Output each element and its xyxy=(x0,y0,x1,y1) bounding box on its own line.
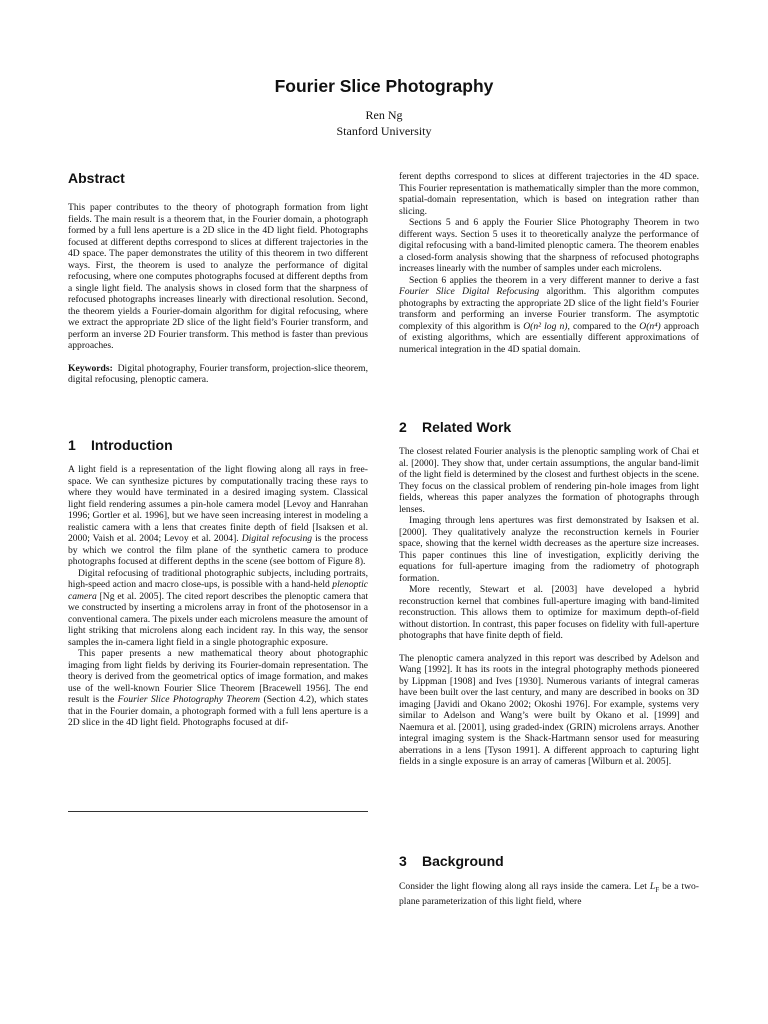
section-number: 2 xyxy=(399,419,407,435)
related-paragraph-4: The plenoptic camera analyzed in this report was described by Adelson and Wang [1992]. It has its roots in the integral photography methods pioneered by Lippman [1908] and Ives [1930]. Numerous variants of integral cameras have been built over the last century, and many are described in books on 3D imaging [Javidi and Okano 2002; Okoshi 1976]. For example, systems very similar to Adelson and Wang’s were built by Okano et al. [1999] and Naemura et al. [2001], using graded-index (GRIN) microlens arrays. Another integral imaging system is the Shack-Hartmann sensor used for measuring aberrations in a lens [Tyson 1991]. A different approach to capturing light fields in a single exposure is an array of cameras [Wilburn et al. 2005]. xyxy=(399,652,699,767)
section-heading-introduction xyxy=(68,437,173,453)
section-heading-background xyxy=(399,853,504,869)
intro-continued-paragraph: ferent depths correspond to slices at different trajectories in the 4D space. This Fourier representation is mathematically simpler than the more common, spatial-domain representation, which is based on integration rather than slicing. xyxy=(399,171,699,217)
intro-paragraph-1: A light field is a representation of the light flowing along all rays in free-space. We can synthesize pictures by computationally tracing these rays to where they would have terminated in a desired imaging system. Classical light field rendering assumes a pin-hole camera model [Levoy and Hanrahan 1996; Gortler et al. 1996], but we have seen increasing interest in modeling a realistic camera with a lens that creates finite depth of field [Isaksen et al. 2000; Vaish et al. 2004; Levoy et al. 2004]. Digital refocusing is the process by which we control the film plane of the synthetic camera to produce photographs focused at different depths in the scene (see bottom of Figure 8). xyxy=(68,464,368,567)
abstract-text: This paper contributes to the theory of photograph formation from light fields. The main result is a theorem that, in the Fourier domain, a photograph formed by a full lens aperture is a 2D slice in the 4D light field. Photographs focused at different depths correspond to slices at different trajectories in the 4D space. The paper demonstrates the utility of this theorem in two different ways. First, the theorem is used to analyze the performance of digital refocusing, where one computes photographs focused at different depths from a single light field. The analysis shows in closed form that the sharpness of refocused photographs increases linearly with directional resolution. Second, the theorem yields a Fourier-domain algorithm for digital refocusing, where we extract the appropriate 2D slice of the light field’s Fourier transform, and perform an inverse 2D Fourier transform. This method is faster than previous approaches. xyxy=(68,202,368,351)
math-subscript: F xyxy=(655,885,660,894)
related-paragraph-1: The closest related Fourier analysis is the plenoptic sampling work of Chai et al. [2000]. They show that, under certain assumptions, the angular band-limit of the light field is determined by the closest and furthest objects in the scene. They focus on the classical problem of rendering pin-hole images from light fields, whereas this paper analyzes the formation of photographs through lenses. xyxy=(399,446,699,515)
keywords-paragraph xyxy=(68,363,368,386)
keywords-text: Digital photography, Fourier transform, projection-slice theorem, digital refocusing, plenoptic camera. xyxy=(68,362,368,385)
right-column-top xyxy=(399,171,699,355)
intro-paragraph-2: Digital refocusing of traditional photographic subjects, including portraits, high-speed action and macro close-ups, is possible with a hand-held plenoptic camera [Ng et al. 2005]. The cited report describes the plenoptic camera that we constructed by inserting a microlens array in front of the photosensor in a conventional camera. The pixels under each microlens measure the amount of light striking that microlens along each incident ray. In this way, the sensor samples the in-camera light field in a single photographic exposure. xyxy=(68,567,368,648)
right-column-background xyxy=(399,881,699,908)
math-symbol: L xyxy=(649,881,656,892)
emphasis: Digital refocusing xyxy=(241,533,313,544)
paper-title: Fourier Slice Photography xyxy=(274,76,494,96)
related-paragraph-2: Imaging through lens apertures was first demonstrated by Isaksen et al. [2000]. They qualitatively analyze the reconstruction kernels in Fourier space, showing that the kernel width decreases as the aperture size increases. This paper continues this line of investigation, explicitly deriving the equations for full-aperture imaging from the radiometry of photograph formation. xyxy=(399,515,699,584)
section-heading-related-work xyxy=(399,419,511,435)
section-number: 3 xyxy=(399,853,407,869)
abstract-heading: Abstract xyxy=(68,170,125,186)
footnote-rule xyxy=(68,811,368,812)
section-title: Introduction xyxy=(91,437,173,453)
keywords-label: Keywords: xyxy=(68,362,113,374)
author-name: Ren Ng xyxy=(365,108,403,122)
math-complexity-new: O(n² log n) xyxy=(523,320,568,332)
author-affiliation: Stanford University xyxy=(336,124,432,138)
intro-paragraph-4: Sections 5 and 6 apply the Fourier Slice Photography Theorem in two different ways. Section 5 uses it to theoretically analyze the performance of digital refocusing with a band-limited plenoptic camera. The theorem enables a closed-form analysis showing that the sharpness of refocused photographs increases linearly with the number of samples under each microlens. xyxy=(399,217,699,274)
left-column-top xyxy=(68,170,368,386)
section-number: 1 xyxy=(68,437,76,453)
math-complexity-old: O(n⁴) xyxy=(639,320,661,332)
section-title: Background xyxy=(422,853,504,869)
emphasis: plenoptic camera xyxy=(68,579,368,602)
right-column-related xyxy=(399,446,699,768)
emphasis: Fourier Slice Digital Refocusing xyxy=(399,286,540,297)
background-paragraph-1: Consider the light flowing along all rays inside the camera. Let $L_F$ be a two-plane parameterization of this light field, where xyxy=(399,881,700,908)
emphasis: Fourier Slice Photography Theorem xyxy=(117,694,261,705)
related-paragraph-3: More recently, Stewart et al. [2003] have developed a hybrid reconstruction kernel that combines full-aperture imaging with band-limited reconstruction. This allows them to optimize for maximum depth-of-field without distortion. In contrast, this paper focuses on fidelity with full-aperture photographs that have finite depth of field. xyxy=(399,584,699,641)
intro-paragraph-3: This paper presents a new mathematical theory about photographic imaging from light fields by deriving its Fourier-domain representation. The theory is derived from the geometrical optics of image formation, and makes use of the well-known Fourier Slice Theorem [Bracewell 1956]. The end result is the Fourier Slice Photography Theorem (Section 4.2), which states that in the Fourier domain, a photograph formed with a full lens aperture is a 2D slice in the 4D light field. Photographs focused at dif- xyxy=(68,648,368,728)
intro-paragraph-5: Section 6 applies the theorem in a very different manner to derive a fast Fourier Slice Digital Refocusing algorithm. This algorithm computes photographs by extracting the appropriate 2D slice of the light field’s Fourier transform and performing an inverse Fourier transform. The asymptotic complexity of this algorithm is O(n² log n), compared to the O(n⁴) approach of existing algorithms, which are essentially different approximations of numerical integration in the 4D spatial domain. xyxy=(399,274,700,355)
section-title: Related Work xyxy=(422,419,512,435)
left-column-intro xyxy=(68,464,368,729)
